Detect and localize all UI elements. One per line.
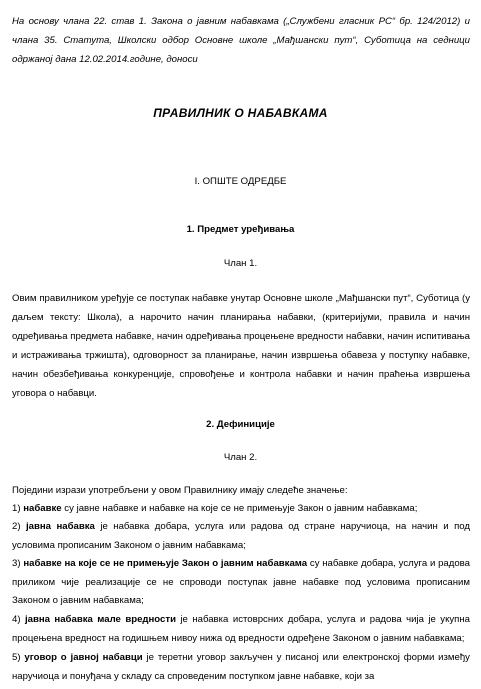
article-2-label: Члан 2. [223,452,258,463]
definition-term: јавна набавка мале вредности [24,614,176,625]
definition-item-4 [12,611,470,648]
definition-number: 4) [12,614,21,625]
definition-number: 3) [12,558,21,569]
definition-text: је набавка добара, услуга или радова од стране наручиоца, на начин и под условима прописаним Законом о јавним набавкама; [12,521,471,551]
definition-item-3 [12,555,470,611]
definition-text: је набавка истоврсних добара, услуга и радова чија је укупна процењена вредност на годишњем нивоу нижа од вредности одређене Законом о јавним набавкама; [12,614,470,644]
definitions-lead: Поједини изрази употребљени у овом Правилнику имају следеће значење: [12,485,348,496]
subheading-definitions: 2. Дефиниције [206,419,275,430]
document-title: ПРАВИЛНИК О НАБАВКАМА [153,106,328,120]
article-1-label: Члан 1. [223,258,258,269]
subheading-subject: 1. Предмет уређивања [186,224,295,235]
definition-text: су набавке добара, услуга и радова приликом чије реализације се не спроводи поступак јавне набавке под условима прописаним Законом о јавним набавкама; [12,558,470,606]
definition-text: је теретни уговор закључен у писаној или електронској форми између наручиоца и понуђача у складу са спроведеним поступком јавне набавке, који за [12,652,470,682]
definition-number: 5) [12,652,21,663]
definition-term: набавке [23,503,62,514]
definition-item-5 [12,649,470,686]
definition-term: набавке на које се не примењује Закон о јавним набавкама [23,558,308,569]
definition-term: уговор о јавној набавци [24,652,143,663]
section-heading-general-provisions: I. ОПШТЕ ОДРЕДБЕ [194,176,287,187]
definition-item-2 [12,518,470,555]
definition-text: су јавне набавке и набавке на које се не примењује Закон о јавним набавкама; [61,503,418,514]
definition-number: 1) [12,503,21,514]
definition-number: 2) [12,521,21,532]
definition-item-1 [12,500,470,519]
definition-term: јавна набавка [25,521,95,532]
article-1-text: Овим правилником уређује се поступак набавке унутар Основне школе „Мађшански пут“, Суботица (у даљем тексту: Школа), а нарочито начин планирања набавки, (критеријуми, правила и начин одређивања предмета набавке, начин одређивања процењене вредности набавки, начин испитивања и истраживања тржишта), одговорност за планирање, начин извршења обавеза у поступку набавке, начин обезбеђивања конкуренције, спровођење и контрола набавки и начин праћења извршења уговора о набавци. [12,293,470,399]
preamble-paragraph: На основу члана 22. став 1. Закона о јавним набавкама („Службени гласник РС“ бр. 124/2012) и члана 35. Статута, Школски одбор Основне школе „Мађшански пут“, Суботица на седници одржаној дана 12.02.2014.године, доноси [12,16,470,65]
